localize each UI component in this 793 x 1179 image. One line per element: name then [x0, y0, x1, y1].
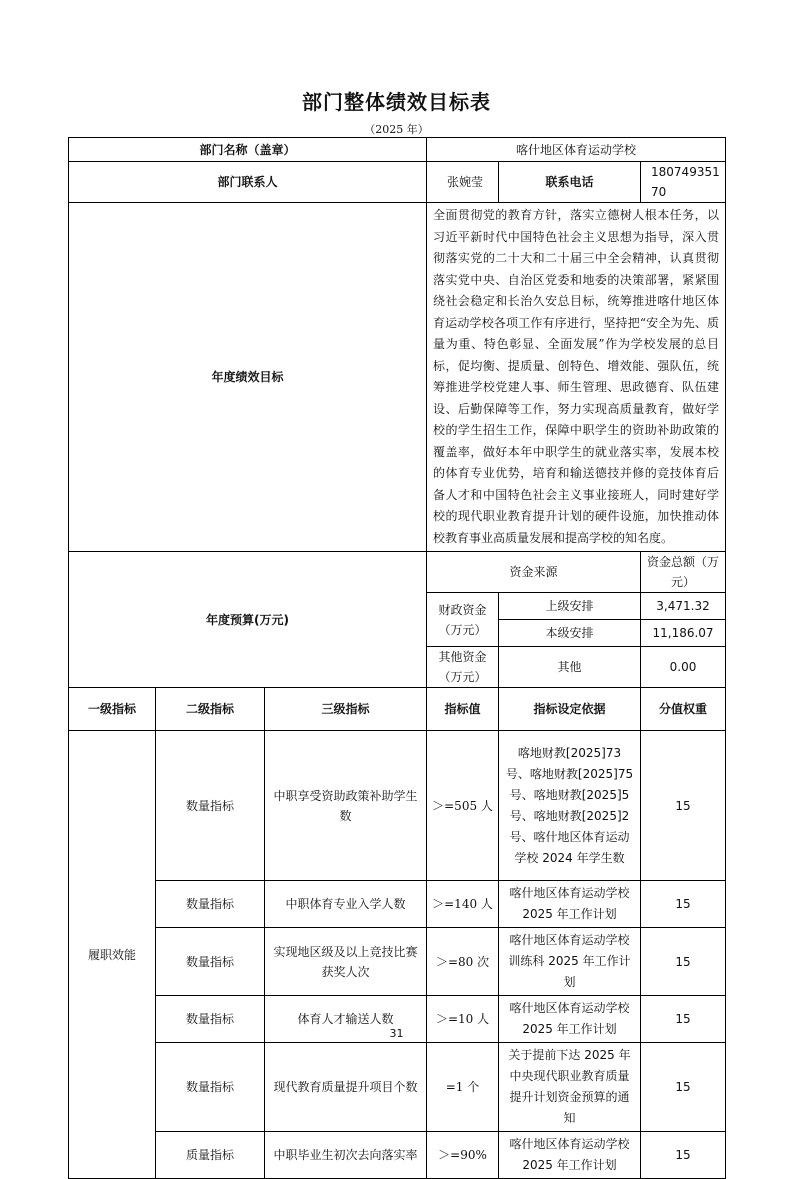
performance-table — [68, 137, 726, 1179]
upper-label: 上级安排 — [499, 593, 641, 620]
row-level3: 体育人才输送人数 — [265, 996, 427, 1043]
row-weight: 15 — [641, 1132, 726, 1179]
row-weight: 15 — [641, 731, 726, 881]
row-basis: 喀什地区体育运动学校 2025 年工作计划 — [499, 1132, 641, 1179]
row-basis: 喀什地区体育运动学校训练科 2025 年工作计划 — [499, 928, 641, 996]
dept-name-label: 部门名称（盖章） — [69, 138, 427, 162]
row-weight: 15 — [641, 881, 726, 928]
budget-total-header: 资金总额（万元） — [641, 552, 726, 593]
row-basis: 喀什地区体育运动学校 2025 年工作计划 — [499, 996, 641, 1043]
goal-row — [69, 203, 726, 552]
level1-group: 履职效能 — [69, 731, 156, 1179]
col-level1: 一级指标 — [69, 688, 156, 731]
fiscal-funds-label: 财政资金（万元） — [427, 593, 499, 647]
row-weight: 15 — [641, 928, 726, 996]
col-basis: 指标设定依据 — [499, 688, 641, 731]
contact-row — [69, 162, 726, 203]
table-row — [69, 881, 726, 928]
phone-value: 18074935170 — [641, 162, 726, 203]
upper-value: 3,471.32 — [641, 593, 726, 620]
other-funds-label: 其他资金（万元） — [427, 647, 499, 688]
budget-label: 年度预算(万元) — [69, 552, 427, 688]
row-level2: 数量指标 — [156, 996, 265, 1043]
row-basis: 喀什地区体育运动学校 2025 年工作计划 — [499, 881, 641, 928]
other-value: 0.00 — [641, 647, 726, 688]
table-row — [69, 1132, 726, 1179]
row-value: =1 个 — [427, 1043, 499, 1132]
row-level2: 数量指标 — [156, 881, 265, 928]
dept-name-row — [69, 138, 726, 162]
local-label: 本级安排 — [499, 620, 641, 647]
row-level2: 数量指标 — [156, 731, 265, 881]
row-level3: 中职享受资助政策补助学生数 — [265, 731, 427, 881]
phone-label: 联系电话 — [499, 162, 641, 203]
contact-value: 张婉莹 — [427, 162, 499, 203]
row-level2: 数量指标 — [156, 928, 265, 996]
row-weight: 15 — [641, 1043, 726, 1132]
budget-header-row — [69, 552, 726, 593]
col-weight: 分值权重 — [641, 688, 726, 731]
row-value: ＞=140 人 — [427, 881, 499, 928]
page-title: 部门整体绩效目标表 — [302, 90, 491, 114]
page-number: 31 — [389, 1027, 404, 1040]
page-year: （2025 年） — [364, 123, 429, 136]
col-value: 指标值 — [427, 688, 499, 731]
row-value: ＞=10 人 — [427, 996, 499, 1043]
local-value: 11,186.07 — [641, 620, 726, 647]
contact-label: 部门联系人 — [69, 162, 427, 203]
indicator-header-row — [69, 688, 726, 731]
row-level2: 质量指标 — [156, 1132, 265, 1179]
goal-label: 年度绩效目标 — [69, 203, 427, 552]
row-value: ＞=90% — [427, 1132, 499, 1179]
row-level3: 现代教育质量提升项目个数 — [265, 1043, 427, 1132]
other-sub-label: 其他 — [499, 647, 641, 688]
row-basis: 关于提前下达 2025 年中央现代职业教育质量提升计划资金预算的通知 — [499, 1043, 641, 1132]
row-level3: 实现地区级及以上竞技比赛获奖人次 — [265, 928, 427, 996]
row-basis: 喀地财教[2025]73 号、喀地财教[2025]75 号、喀地财教[2025]5 号、喀地财教[2025]2 号、喀什地区体育运动学校 2024 年学生数 — [499, 731, 641, 881]
col-level3: 三级指标 — [265, 688, 427, 731]
table-row — [69, 1043, 726, 1132]
table-row — [69, 928, 726, 996]
row-level2: 数量指标 — [156, 1043, 265, 1132]
goal-text: 全面贯彻党的教育方针，落实立德树人根本任务，以习近平新时代中国特色社会主义思想为指导，深入贯彻落实党的二十大和二十届三中全会精神，认真贯彻落实党中央、自治区党委和地委的决策部署，紧紧围绕社会稳定和长治久安总目标，统筹推进喀什地区体育运动学校各项工作有序进行，坚持把“安全为先、质量为重、特色彰显、全面发展”作为学校发展的总目标，促均衡、提质量、创特色、增效能、强队伍，统筹推进学校党建人事、师生管理、思政德育、队伍建设、后勤保障等工作，努力实现高质量教育，做好学校的学生招生工作，保障中职学生的资助补助政策的覆盖率，做好本年中职学生的就业落实率，发展本校的体育专业优势，培育和输送德技并修的竞技体育后备人才和中国特色社会主义事业接班人，同时建好学校的现代职业教育提升计划的硬件设施，加快推动体校教育事业高质量发展和提高学校的知名度。 — [427, 203, 726, 552]
dept-name-value: 喀什地区体育运动学校 — [427, 138, 726, 162]
row-level3: 中职体育专业入学人数 — [265, 881, 427, 928]
table-row — [69, 731, 726, 881]
budget-source-header: 资金来源 — [427, 552, 641, 593]
row-value: ＞=80 次 — [427, 928, 499, 996]
col-level2: 二级指标 — [156, 688, 265, 731]
row-weight: 15 — [641, 996, 726, 1043]
row-value: ＞=505 人 — [427, 731, 499, 881]
row-level3: 中职毕业生初次去向落实率 — [265, 1132, 427, 1179]
